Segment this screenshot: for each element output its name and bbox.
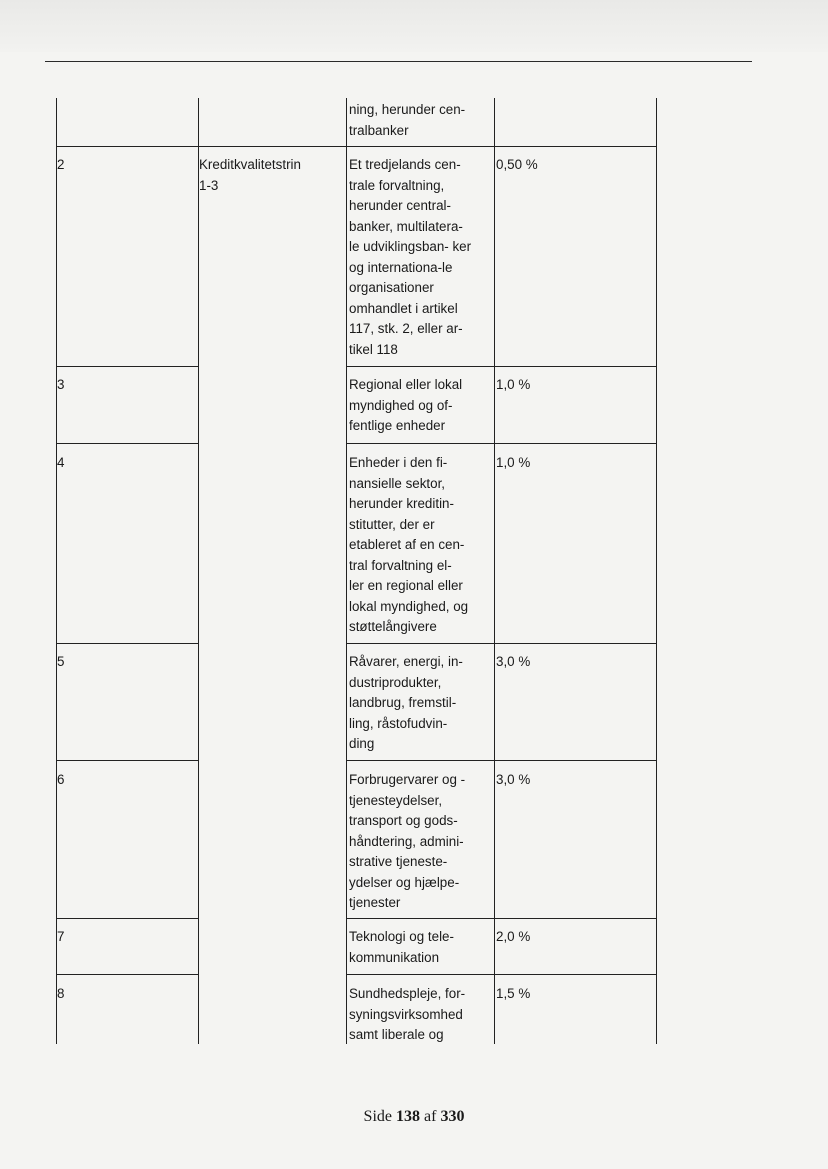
footer-middle: af (424, 1108, 437, 1125)
table-border-left (56, 98, 57, 1044)
row-divider (56, 974, 199, 975)
row-number-cell: 4 (57, 455, 65, 470)
row-divider (56, 643, 199, 644)
sector-cell: Teknologi og tele- kommunikation (349, 929, 454, 965)
weight-cell: 1,0 % (496, 455, 531, 470)
row-divider (346, 643, 657, 644)
row-divider (346, 443, 657, 444)
row-divider (346, 366, 657, 367)
row-divider (56, 366, 199, 367)
weight-cell: 3,0 % (496, 654, 531, 669)
total-pages-number: 330 (440, 1108, 465, 1125)
sector-cell: Sundhedspleje, for- syningsvirksomhed samt liberale og (349, 986, 466, 1042)
table-col-divider-1 (198, 98, 199, 1044)
row-divider (346, 974, 657, 975)
sector-cell: ning, herunder cen- tralbanker (349, 102, 466, 138)
row-number-cell: 7 (57, 929, 65, 944)
scan-header-area (0, 0, 828, 52)
row-divider (56, 443, 199, 444)
sector-cell: Forbrugervarer og - tjenesteydelser, transport og gods- håndtering, admini- strative tjeneste- ydelser og hjælpe- tjenester (349, 772, 466, 910)
row-number-cell: 2 (57, 157, 65, 172)
row-number-cell: 8 (57, 986, 65, 1001)
sector-cell: Enheder i den fi- nansielle sektor, herunder kreditin- stitutter, der er etableret af en cen- tral forvaltning el- ler en regional eller lokal myndighed, og støttelångivere (349, 455, 469, 634)
footer-prefix: Side (363, 1108, 392, 1125)
row-divider (56, 146, 657, 147)
sector-cell: Et tredjelands cen- trale forvaltning, herunder central- banker, multilatera- le udviklingsban- ker og internationa-le organisationer omhandlet i artikel 117, stk. 2, eller ar- tikel 118 (349, 157, 472, 357)
row-number-cell: 3 (57, 377, 65, 392)
current-page-number: 138 (396, 1108, 420, 1125)
table-col-divider-3 (494, 98, 495, 1044)
table-border-right (656, 98, 657, 1044)
row-divider (56, 918, 199, 919)
page-footer (0, 1108, 828, 1126)
row-number-cell: 5 (57, 654, 65, 669)
weight-cell: 1,0 % (496, 377, 531, 392)
credit-quality-cell: Kreditkvalitetstrin 1-3 (199, 157, 301, 193)
row-divider (346, 760, 657, 761)
sector-cell: Regional eller lokal myndighed og of- fentlige enheder (349, 377, 463, 433)
row-divider (346, 918, 657, 919)
row-number-cell: 6 (57, 772, 65, 787)
weight-cell: 3,0 % (496, 772, 531, 787)
weight-cell: 0,50 % (496, 157, 538, 172)
sector-cell: Råvarer, energi, in- dustriprodukter, landbrug, fremstil- ling, råstofudvin- ding (349, 654, 463, 751)
row-divider (56, 760, 199, 761)
header-rule (45, 61, 752, 62)
weight-cell: 2,0 % (496, 929, 531, 944)
weight-cell: 1,5 % (496, 986, 531, 1001)
table-col-divider-2 (346, 98, 347, 1044)
